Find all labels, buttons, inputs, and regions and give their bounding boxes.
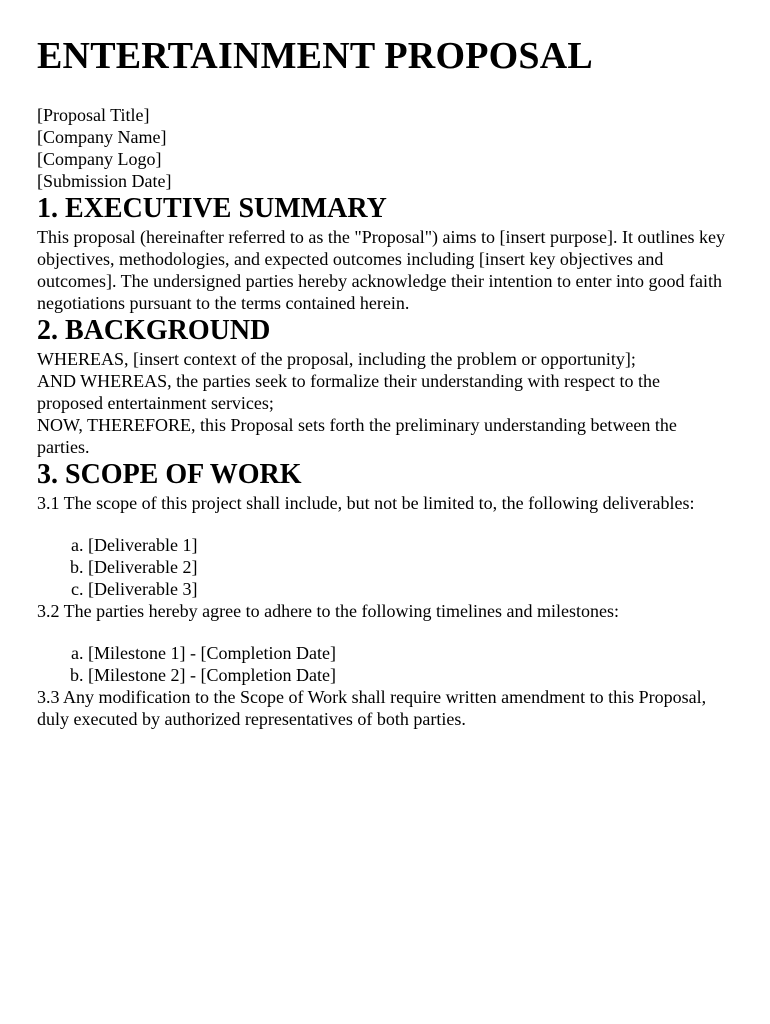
section-heading-scope-of-work: 3. SCOPE OF WORK: [37, 459, 302, 490]
section-heading-background: 2. BACKGROUND: [37, 315, 271, 346]
submission-date-field: [Submission Date]: [37, 171, 172, 191]
executive-summary-paragraph: This proposal (hereinafter referred to as the "Proposal") aims to [insert purpose]. It outlines key objectives, methodologies, and expected outcomes including [insert key objectives and outcomes]. The undersigned parties hereby acknowledge their intention to enter into good faith negotiations pursuant to the terms contained herein.: [37, 227, 725, 313]
company-name-field: [Company Name]: [37, 127, 167, 147]
clause-3-3: 3.3 Any modification to the Scope of Work shall require written amendment to this Proposal, duly executed by authorized representatives of both parties.: [37, 687, 707, 729]
background-and-whereas-paragraph: AND WHEREAS, the parties seek to formalize their understanding with respect to the proposed entertainment services;: [37, 371, 661, 413]
document-title: ENTERTAINMENT PROPOSAL: [37, 35, 593, 77]
deliverable-item: a. [Deliverable 1]: [88, 534, 730, 556]
section-heading-executive-summary: 1. EXECUTIVE SUMMARY: [37, 193, 387, 224]
milestones-list: [37, 642, 730, 686]
milestone-item: a. [Milestone 1] - [Completion Date]: [88, 642, 730, 664]
deliverable-item: b. [Deliverable 2]: [88, 556, 730, 578]
background-whereas-paragraph: WHEREAS, [insert context of the proposal, including the problem or opportunity];: [37, 349, 636, 369]
proposal-header-fields: [37, 104, 730, 192]
deliverables-list: [37, 534, 730, 600]
clause-3-2: 3.2 The parties hereby agree to adhere to the following timelines and milestones:: [37, 601, 619, 621]
proposal-title-field: [Proposal Title]: [37, 105, 150, 125]
company-logo-field: [Company Logo]: [37, 149, 162, 169]
background-now-therefore-paragraph: NOW, THEREFORE, this Proposal sets forth the preliminary understanding between the parties.: [37, 415, 677, 457]
clause-3-1: 3.1 The scope of this project shall include, but not be limited to, the following deliverables:: [37, 493, 695, 513]
milestone-item: b. [Milestone 2] - [Completion Date]: [88, 664, 730, 686]
deliverable-item: c. [Deliverable 3]: [88, 578, 730, 600]
